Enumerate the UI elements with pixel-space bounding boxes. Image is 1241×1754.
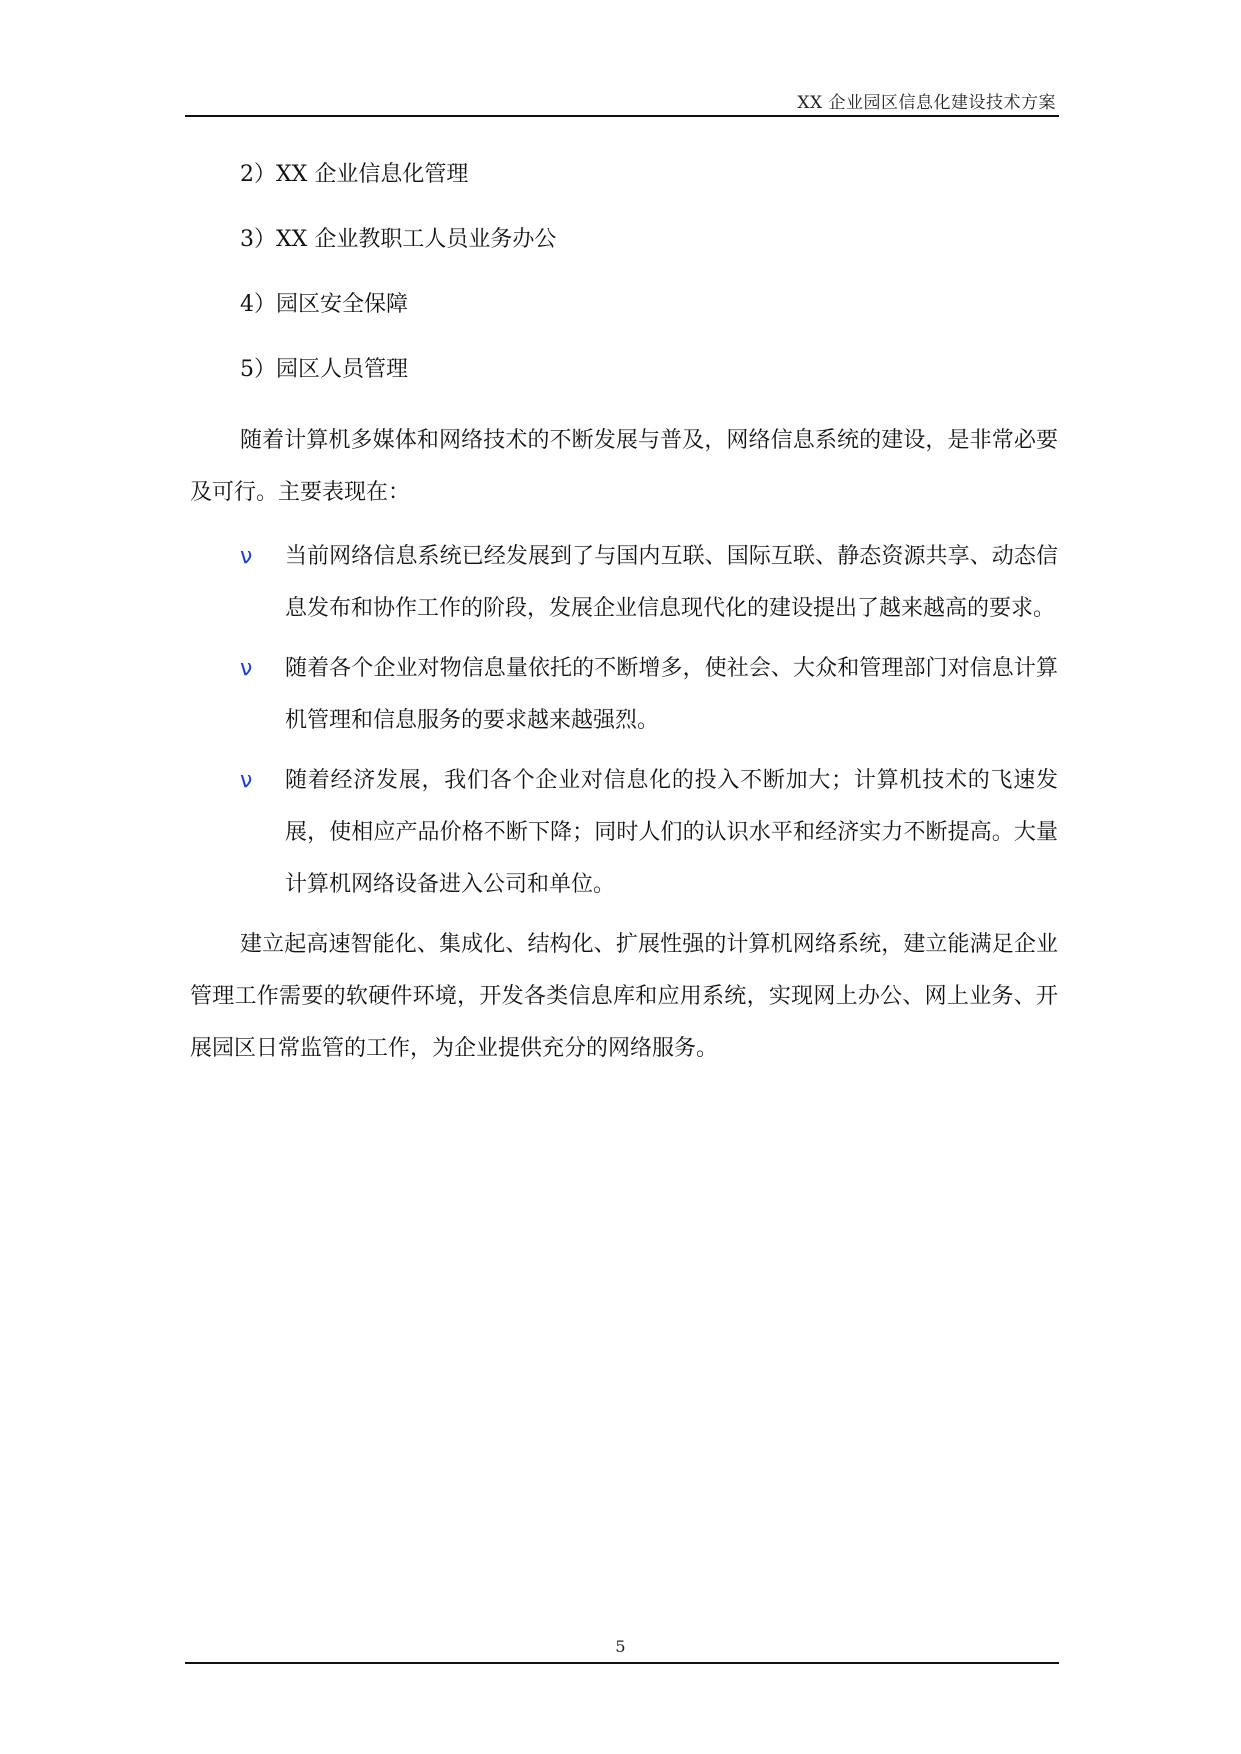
bullet-marker: ν xyxy=(240,656,253,681)
intro-paragraph: 随着计算机多媒体和网络技术的不断发展与普及，网络信息系统的建设，是非常必要及可行。主要表现在： xyxy=(190,428,1058,505)
bullet-text: 随着经济发展，我们各个企业对信息化的投入不断加大；计算机技术的飞速发展，使相应产品价格不断下降；同时人们的认识水平和经济实力不断提高。大量计算机网络设备进入公司和单位。 xyxy=(285,768,1058,897)
page-content xyxy=(190,160,1058,1075)
page-number: 5 xyxy=(615,1637,626,1656)
bullet-marker: ν xyxy=(240,768,253,793)
closing-paragraph: 建立起高速智能化、集成化、结构化、扩展性强的计算机网络系统，建立能满足企业管理工作需要的软硬件环境，开发各类信息库和应用系统，实现网上办公、网上业务、开展园区日常监管的工作，为企业提供充分的网络服务。 xyxy=(190,932,1058,1061)
list-item: 5）园区人员管理 xyxy=(240,357,408,382)
list-item: 4）园区安全保障 xyxy=(240,292,408,317)
header-title: XX 企业园区信息化建设技术方案 xyxy=(797,93,1056,113)
header-rule xyxy=(185,115,1059,117)
bullet-marker: ν xyxy=(240,544,253,569)
bullet-text: 随着各个企业对物信息量依托的不断增多，使社会、大众和管理部门对信息计算机管理和信息服务的要求越来越强烈。 xyxy=(285,656,1058,733)
bullet-item xyxy=(190,643,1058,747)
bullet-item xyxy=(190,531,1058,635)
list-item: 2）XX 企业信息化管理 xyxy=(240,162,469,187)
footer-rule xyxy=(185,1662,1059,1664)
bullet-item xyxy=(190,755,1058,911)
bullet-list xyxy=(190,531,1058,911)
bullet-text: 当前网络信息系统已经发展到了与国内互联、国际互联、静态资源共享、动态信息发布和协作工作的阶段，发展企业信息现代化的建设提出了越来越高的要求。 xyxy=(285,544,1058,621)
list-item: 3）XX 企业教职工人员业务办公 xyxy=(240,227,557,252)
